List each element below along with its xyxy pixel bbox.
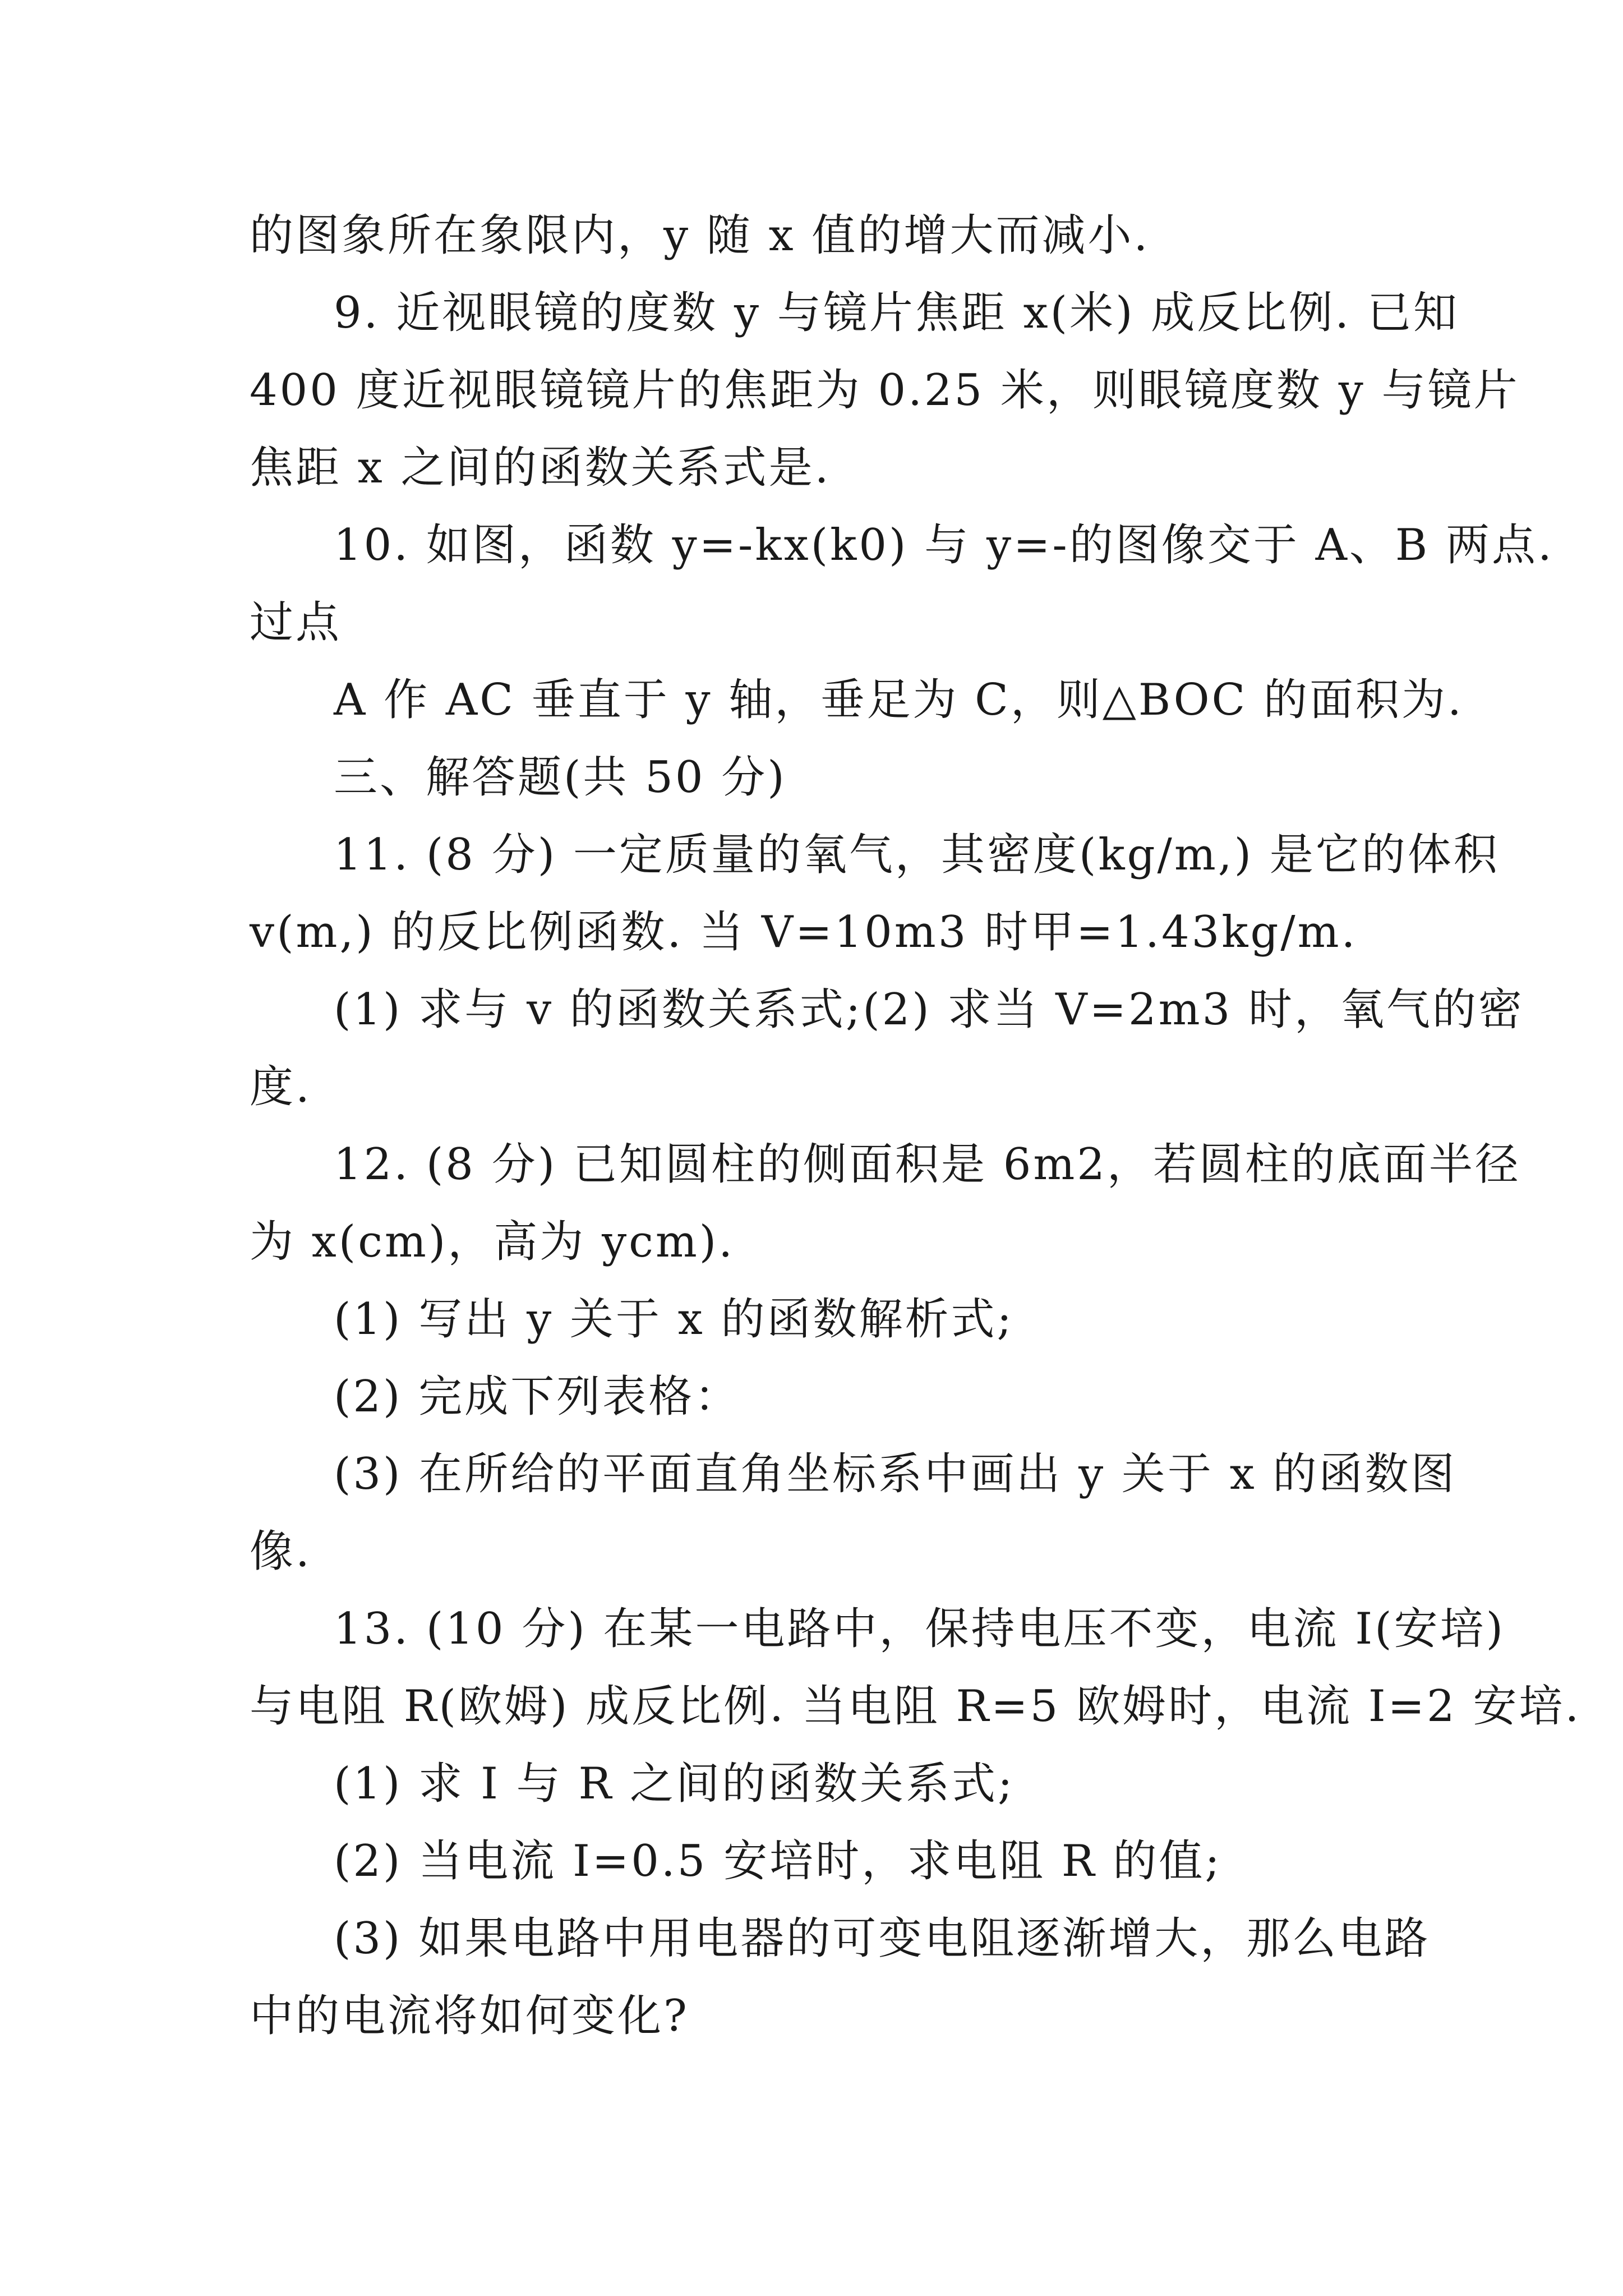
question-13-part-1: (1) 求 I 与 R 之间的函数关系式; [334,1759,1015,1809]
question-11-line-1: 11. (8 分) 一定质量的氧气，其密度(kg/m,) 是它的体积 [334,830,1500,880]
question-13-line-2: 与电阻 R(欧姆) 成反比例. 当电阻 R=5 欧姆时，电流 I=2 安培. [250,1681,1581,1732]
text-line: 的图象所在象限内，y 随 x 值的增大而减小. [250,210,1150,261]
question-11-line-2: v(m,) 的反比例函数. 当 V=10m3 时甲=1.43kg/m. [250,907,1358,958]
question-12-part-2: (2) 完成下列表格： [334,1372,741,1422]
question-9-line-3: 焦距 x 之间的函数关系式是. [250,443,831,493]
question-12-part-3-cont: 像. [250,1526,312,1577]
question-9-line-2: 400 度近视眼镜镜片的焦距为 0.25 米，则眼镜度数 y 与镜片 [250,365,1520,416]
question-13-part-2: (2) 当电流 I=0.5 安培时，求电阻 R 的值; [334,1836,1222,1887]
question-12-line-1: 12. (8 分) 已知圆柱的侧面积是 6m2，若圆柱的底面半径 [334,1139,1521,1190]
question-12-line-2: 为 x(cm)，高为 ycm). [250,1217,735,1267]
question-13-line-1: 13. (10 分) 在某一电路中，保持电压不变，电流 I(安培) [334,1604,1506,1654]
question-10-line-3: A 作 AC 垂直于 y 轴，垂足为 C，则△BOC 的面积为. [334,675,1464,725]
question-13-part-3-cont: 中的电流将如何变化? [250,1991,689,2041]
section-heading: 三、解答题(共 50 分) [334,752,787,803]
question-13-part-3: (3) 如果电路中用电器的可变电阻逐渐增大，那么电路 [334,1913,1431,1964]
question-9-line-1: 9. 近视眼镜的度数 y 与镜片焦距 x(米) 成反比例. 已知 [334,288,1459,338]
question-12-part-3: (3) 在所给的平面直角坐标系中画出 y 关于 x 的函数图 [334,1449,1457,1499]
question-10-line-1: 10. 如图，函数 y=-kx(k0) 与 y=-的图像交于 A、B 两点. [334,520,1554,570]
question-11-line-3: (1) 求与 v 的函数关系式;(2) 求当 V=2m3 时，氧气的密 [334,984,1524,1035]
question-12-part-1: (1) 写出 y 关于 x 的函数解析式; [334,1294,1014,1345]
question-10-line-2: 过点 [250,597,342,648]
question-11-line-4: 度. [250,1062,312,1112]
